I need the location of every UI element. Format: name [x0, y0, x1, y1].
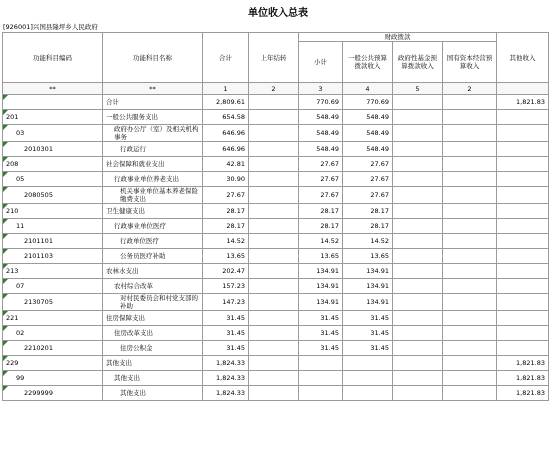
cell-other	[497, 341, 549, 356]
cell-general-budget	[343, 386, 393, 401]
cell-state-capital	[443, 142, 497, 157]
table-row	[3, 157, 549, 172]
cell-total: 147.23	[203, 294, 249, 311]
index-row	[3, 83, 549, 95]
cell-fund-budget	[393, 234, 443, 249]
cell-name: 行政事业单位养老支出	[103, 172, 203, 187]
cell-name: 对村民委员会和村党支部的补助	[103, 294, 203, 311]
cell-total: 31.45	[203, 326, 249, 341]
cell-general-budget: 27.67	[343, 157, 393, 172]
header-state-capital: 国有资本经营预算收入	[443, 42, 497, 83]
cell-general-budget: 134.91	[343, 294, 393, 311]
cell-code: 2101103	[3, 249, 103, 264]
cell-fund-budget	[393, 125, 443, 142]
cell-state-capital	[443, 326, 497, 341]
table-row	[3, 371, 549, 386]
table-body	[3, 95, 549, 401]
cell-other	[497, 311, 549, 326]
table-row	[3, 219, 549, 234]
cell-fund-budget	[393, 204, 443, 219]
cell-name: 行政运行	[103, 142, 203, 157]
cell-code: 2080505	[3, 187, 103, 204]
cell-carryover	[249, 157, 299, 172]
cell-total: 1,824.33	[203, 371, 249, 386]
table-row	[3, 142, 549, 157]
cell-name: 一般公共服务支出	[103, 110, 203, 125]
cell-general-budget: 770.69	[343, 95, 393, 110]
cell-fund-budget	[393, 142, 443, 157]
cell-state-capital	[443, 294, 497, 311]
cell-fund-budget	[393, 356, 443, 371]
cell-subtotal: 13.65	[299, 249, 343, 264]
cell-fund-budget	[393, 187, 443, 204]
cell-other	[497, 204, 549, 219]
report-title: 单位收入总表	[248, 8, 308, 19]
cell-other: 1,821.83	[497, 371, 549, 386]
cell-total: 202.47	[203, 264, 249, 279]
cell-name: 公务员医疗补助	[103, 249, 203, 264]
cell-code: 2101101	[3, 234, 103, 249]
organization-label: [926001]兴国县隆坪乡人民政府	[3, 23, 98, 31]
cell-subtotal: 31.45	[299, 326, 343, 341]
table-row	[3, 249, 549, 264]
cell-state-capital	[443, 219, 497, 234]
cell-general-budget: 548.49	[343, 110, 393, 125]
cell-carryover	[249, 356, 299, 371]
cell-other	[497, 110, 549, 125]
cell-fund-budget	[393, 249, 443, 264]
index-cell: 1	[203, 83, 249, 95]
cell-total: 28.17	[203, 204, 249, 219]
cell-carryover	[249, 125, 299, 142]
cell-general-budget: 14.52	[343, 234, 393, 249]
cell-name: 政府办公厅（室）及相关机构事务	[103, 125, 203, 142]
cell-general-budget	[343, 371, 393, 386]
cell-total: 157.23	[203, 279, 249, 294]
cell-general-budget: 548.49	[343, 142, 393, 157]
cell-name: 农村综合改革	[103, 279, 203, 294]
cell-fund-budget	[393, 386, 443, 401]
cell-subtotal: 770.69	[299, 95, 343, 110]
cell-code	[3, 95, 103, 110]
cell-fund-budget	[393, 157, 443, 172]
cell-state-capital	[443, 204, 497, 219]
table-row	[3, 341, 549, 356]
header-total: 合计	[203, 33, 249, 83]
cell-state-capital	[443, 249, 497, 264]
cell-total: 2,809.61	[203, 95, 249, 110]
cell-subtotal: 548.49	[299, 110, 343, 125]
cell-total: 31.45	[203, 311, 249, 326]
header-carryover: 上年结转	[249, 33, 299, 83]
cell-code: 221	[3, 311, 103, 326]
cell-fund-budget	[393, 219, 443, 234]
cell-state-capital	[443, 157, 497, 172]
cell-total: 654.58	[203, 110, 249, 125]
cell-general-budget: 28.17	[343, 204, 393, 219]
cell-fund-budget	[393, 326, 443, 341]
index-cell: 2	[249, 83, 299, 95]
cell-code: 2010301	[3, 142, 103, 157]
cell-name: 其他支出	[103, 371, 203, 386]
index-cell: 5	[393, 83, 443, 95]
cell-state-capital	[443, 187, 497, 204]
cell-carryover	[249, 234, 299, 249]
cell-name: 社会保障和就业支出	[103, 157, 203, 172]
cell-code: 11	[3, 219, 103, 234]
cell-code: 229	[3, 356, 103, 371]
header-subtotal: 小计	[299, 42, 343, 83]
cell-state-capital	[443, 311, 497, 326]
cell-code: 2130705	[3, 294, 103, 311]
index-cell: 3	[299, 83, 343, 95]
cell-state-capital	[443, 371, 497, 386]
cell-state-capital	[443, 125, 497, 142]
cell-name: 住房改革支出	[103, 326, 203, 341]
cell-carryover	[249, 279, 299, 294]
cell-code: 213	[3, 264, 103, 279]
cell-name: 行政事业单位医疗	[103, 219, 203, 234]
cell-name: 其他支出	[103, 356, 203, 371]
table-row	[3, 172, 549, 187]
cell-general-budget: 27.67	[343, 172, 393, 187]
cell-carryover	[249, 95, 299, 110]
cell-other	[497, 294, 549, 311]
cell-other	[497, 326, 549, 341]
index-cell	[497, 83, 549, 95]
income-table-container	[2, 32, 549, 401]
cell-subtotal: 31.45	[299, 311, 343, 326]
cell-subtotal: 548.49	[299, 142, 343, 157]
cell-total: 1,824.33	[203, 356, 249, 371]
cell-carryover	[249, 311, 299, 326]
table-row	[3, 95, 549, 110]
cell-subtotal: 14.52	[299, 234, 343, 249]
cell-code: 208	[3, 157, 103, 172]
cell-carryover	[249, 341, 299, 356]
cell-subtotal	[299, 386, 343, 401]
cell-other	[497, 249, 549, 264]
header-fiscal-group: 财政拨款	[299, 33, 497, 42]
index-cell: 4	[343, 83, 393, 95]
cell-other	[497, 157, 549, 172]
cell-fund-budget	[393, 279, 443, 294]
index-cell: **	[103, 83, 203, 95]
cell-carryover	[249, 219, 299, 234]
cell-carryover	[249, 142, 299, 157]
cell-other	[497, 279, 549, 294]
cell-subtotal: 27.67	[299, 157, 343, 172]
cell-name: 卫生健康支出	[103, 204, 203, 219]
cell-subtotal	[299, 371, 343, 386]
cell-general-budget: 31.45	[343, 341, 393, 356]
cell-state-capital	[443, 386, 497, 401]
cell-fund-budget	[393, 341, 443, 356]
cell-subtotal: 134.91	[299, 264, 343, 279]
cell-carryover	[249, 187, 299, 204]
table-row	[3, 204, 549, 219]
cell-total: 27.67	[203, 187, 249, 204]
cell-other	[497, 187, 549, 204]
cell-general-budget: 134.91	[343, 264, 393, 279]
cell-name: 住房公积金	[103, 341, 203, 356]
cell-total: 646.96	[203, 125, 249, 142]
cell-general-budget: 13.65	[343, 249, 393, 264]
cell-subtotal: 27.67	[299, 187, 343, 204]
cell-state-capital	[443, 279, 497, 294]
cell-name: 行政单位医疗	[103, 234, 203, 249]
cell-code: 03	[3, 125, 103, 142]
cell-carryover	[249, 204, 299, 219]
cell-subtotal: 28.17	[299, 204, 343, 219]
cell-fund-budget	[393, 311, 443, 326]
cell-other: 1,821.83	[497, 386, 549, 401]
cell-other	[497, 142, 549, 157]
cell-code: 02	[3, 326, 103, 341]
header-other: 其他收入	[497, 33, 549, 83]
cell-other	[497, 125, 549, 142]
cell-code: 2210201	[3, 341, 103, 356]
cell-subtotal: 28.17	[299, 219, 343, 234]
cell-other	[497, 234, 549, 249]
cell-general-budget: 31.45	[343, 311, 393, 326]
cell-subtotal: 134.91	[299, 294, 343, 311]
cell-carryover	[249, 326, 299, 341]
table-row	[3, 187, 549, 204]
cell-name: 住房保障支出	[103, 311, 203, 326]
cell-carryover	[249, 386, 299, 401]
cell-state-capital	[443, 110, 497, 125]
cell-name: 合计	[103, 95, 203, 110]
cell-carryover	[249, 249, 299, 264]
cell-subtotal	[299, 356, 343, 371]
table-row	[3, 264, 549, 279]
cell-other	[497, 172, 549, 187]
cell-state-capital	[443, 356, 497, 371]
table-row	[3, 294, 549, 311]
table-row	[3, 125, 549, 142]
cell-name: 机关事业单位基本养老保险缴费支出	[103, 187, 203, 204]
table-header	[3, 33, 549, 83]
cell-name: 农林水支出	[103, 264, 203, 279]
cell-subtotal: 27.67	[299, 172, 343, 187]
table-row	[3, 326, 549, 341]
cell-carryover	[249, 172, 299, 187]
cell-other	[497, 219, 549, 234]
cell-fund-budget	[393, 264, 443, 279]
cell-code: 05	[3, 172, 103, 187]
cell-total: 28.17	[203, 219, 249, 234]
cell-general-budget	[343, 356, 393, 371]
cell-state-capital	[443, 341, 497, 356]
cell-fund-budget	[393, 371, 443, 386]
cell-code: 07	[3, 279, 103, 294]
cell-subtotal: 134.91	[299, 279, 343, 294]
cell-total: 30.90	[203, 172, 249, 187]
cell-fund-budget	[393, 95, 443, 110]
cell-total: 31.45	[203, 341, 249, 356]
index-cell: 2	[443, 83, 497, 95]
cell-code: 99	[3, 371, 103, 386]
cell-general-budget: 28.17	[343, 219, 393, 234]
table-row	[3, 234, 549, 249]
table-row	[3, 386, 549, 401]
cell-other	[497, 264, 549, 279]
cell-general-budget: 134.91	[343, 279, 393, 294]
cell-fund-budget	[393, 172, 443, 187]
cell-code: 210	[3, 204, 103, 219]
cell-general-budget: 31.45	[343, 326, 393, 341]
cell-total: 14.52	[203, 234, 249, 249]
header-name: 功能科目名称	[103, 33, 203, 83]
header-general-budget: 一般公共预算拨款收入	[343, 42, 393, 83]
cell-total: 646.96	[203, 142, 249, 157]
cell-fund-budget	[393, 110, 443, 125]
cell-general-budget: 27.67	[343, 187, 393, 204]
cell-carryover	[249, 294, 299, 311]
cell-other: 1,821.83	[497, 356, 549, 371]
cell-total: 13.65	[203, 249, 249, 264]
cell-fund-budget	[393, 294, 443, 311]
cell-state-capital	[443, 95, 497, 110]
table-row	[3, 311, 549, 326]
cell-code: 2299999	[3, 386, 103, 401]
header-fund-budget: 政府性基金预算拨款收入	[393, 42, 443, 83]
cell-name: 其他支出	[103, 386, 203, 401]
table-row	[3, 279, 549, 294]
cell-state-capital	[443, 172, 497, 187]
cell-total: 42.81	[203, 157, 249, 172]
table-row	[3, 110, 549, 125]
cell-carryover	[249, 264, 299, 279]
header-code: 功能科目编码	[3, 33, 103, 83]
table-row	[3, 356, 549, 371]
index-cell: **	[3, 83, 103, 95]
cell-other: 1,821.83	[497, 95, 549, 110]
cell-state-capital	[443, 234, 497, 249]
cell-general-budget: 548.49	[343, 125, 393, 142]
cell-subtotal: 31.45	[299, 341, 343, 356]
income-table	[2, 32, 549, 401]
cell-subtotal: 548.49	[299, 125, 343, 142]
cell-carryover	[249, 371, 299, 386]
cell-state-capital	[443, 264, 497, 279]
cell-total: 1,824.33	[203, 386, 249, 401]
cell-code: 201	[3, 110, 103, 125]
cell-carryover	[249, 110, 299, 125]
